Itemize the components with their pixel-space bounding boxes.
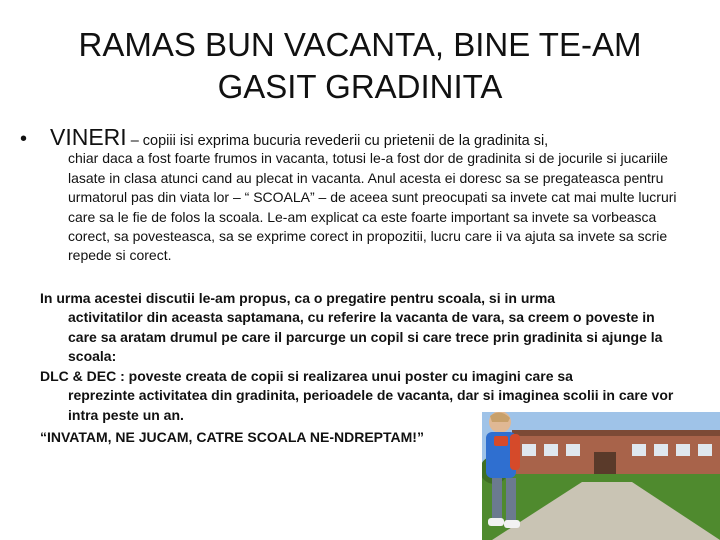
paragraph-proposal xyxy=(40,289,680,367)
photo-illustration xyxy=(482,412,720,540)
slide-title: RAMAS BUN VACANTA, BINE TE-AM GASIT GRADINITA xyxy=(78,26,642,105)
photo-child-shoe-left xyxy=(488,518,504,526)
photo-child-leg-left xyxy=(492,478,502,520)
photo-child-shirt xyxy=(510,434,520,470)
motto-line: “INVATAM, NE JUCAM, CATRE SCOALA NE-NDREPTAM!” xyxy=(40,429,424,445)
photo-child-shoe-right xyxy=(504,520,520,528)
bullet-heading: VINERI xyxy=(50,124,127,150)
bullet-first-line: – copiii isi exprima bucuria revederii cu prietenii de la gradinita si, xyxy=(126,133,549,149)
paragraph-proposal-first-line: In urma acestei discutii le-am propus, ca o pregatire pentru scoala, si in urma xyxy=(40,290,556,306)
paragraph-proposal-continuation: activitatilor din aceasta saptamana, cu referire la vacanta de vara, sa creem o poveste in care sa aratam drumul pe care il parcurge un copil si care trece prin gradinita si ajunge la scoala: xyxy=(68,309,663,365)
bullet-dot: • xyxy=(20,128,28,150)
paragraph-dlc-continuation: reprezinte activitatea din gradinita, perioadele de vacanta, dar si imaginea scolii in care vor intra peste un an. xyxy=(68,387,674,423)
photo-child-leg-right xyxy=(506,478,516,522)
photo-building-roof xyxy=(512,430,720,436)
photo-backpack-pocket xyxy=(494,436,508,446)
paragraph-dlc-first-line: DLC & DEC : poveste creata de copii si realizarea unui poster cu imagini care sa xyxy=(40,368,573,384)
bullet-continuation: chiar daca a fost foarte frumos in vacanta, totusi le-a fost dor de gradinita si de jocurile si jucariile lasate in clasa atunci cand au plecat in vacanta. Anul acesta ei doresc sa se pregateasca pentru urmatorul pas din viata lor – “ SCOALA” – de aceea sunt preocupati sa invete cat mai multe lucruri care sa le fie de folos la scoala. Le-am explicat ca este foarte important sa invete sa vorbeasca corect, sa povesteasca, sa se exprime corect in propozitii, lucru care ii va ajuta sa invete sa scrie repede si corect. xyxy=(68,150,677,264)
bullet-paragraph-vineri xyxy=(20,124,710,266)
child-with-backpack-photo xyxy=(482,412,720,540)
